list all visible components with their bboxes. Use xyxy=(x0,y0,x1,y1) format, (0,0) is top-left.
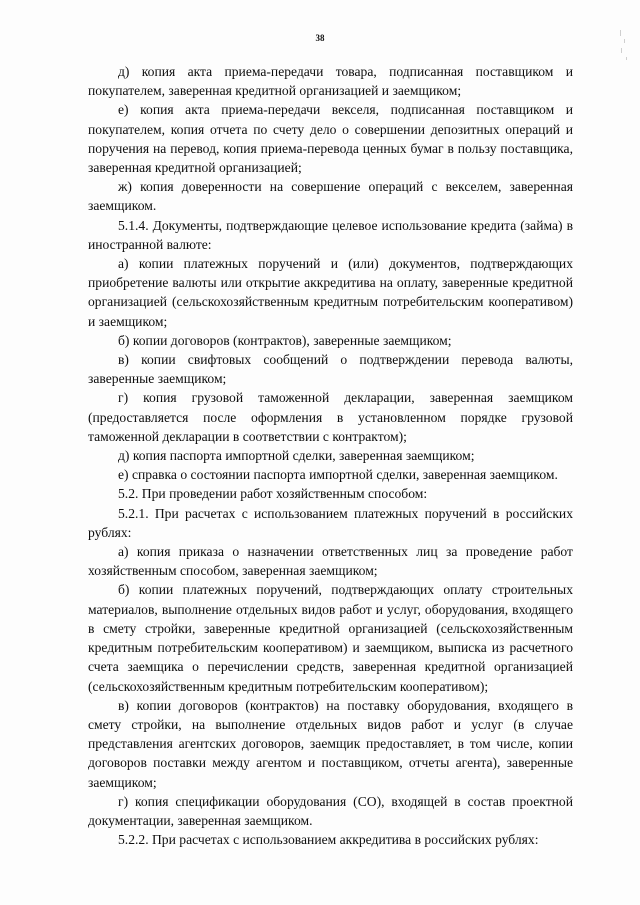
paragraph-5-1-3-d: д) копия акта приема-передачи товара, подписанная поставщиком и покупателем, заверенная кредитной организацией и заемщиком; xyxy=(88,64,573,99)
paragraph-5-1-3-zh: ж) копия доверенности на совершение операций с векселем, заверенная заемщиком. xyxy=(88,179,573,214)
paragraph-5-2-1-g: г) копия спецификации оборудования (СО), входящей в состав проектной документации, заверенная заемщиком. xyxy=(88,793,573,828)
paragraph-5-1-3-e: е) копия акта приема-передачи векселя, подписанная поставщиком и покупателем, копия отчета по счету дело о совершении депозитных операций и поручения на перевод, копия приема-перевода ценных бумаг в пользу поставщика, заверенная кредитной организацией; xyxy=(88,102,573,176)
paragraph-5-1-4-e: е) справка о состоянии паспорта импортной сделки, заверенная заемщиком. xyxy=(118,467,558,483)
paragraph-5-1-4-a: а) копии платежных поручений и (или) документов, подтверждающих приобретение валюты или открытие аккредитива на оплату, заверенные кредитной организацией (сельскохозяйственным кредитным потребительским кооперативом) и заемщиком; xyxy=(88,256,573,329)
paragraph-5-2-1-b: б) копии платежных поручений, подтверждающих оплату строительных материалов, выполнение отдельных видов работ и услуг, оборудования, входящего в смету стройки, заверенные кредитной организацией (сельскохозяйственным кредитным потребительским кооперативом) и заемщиком, выписка из расчетного счета заемщика о перечислении средств, заверенная кредитной организацией (сельскохозяйственным кредитным потребительским кооперативом); xyxy=(88,582,573,694)
paragraph-5-2-1-a: а) копия приказа о назначении ответственных лиц за проведение работ хозяйственным способом, заверенная заемщиком; xyxy=(88,544,573,579)
paragraph-5-1-4-v: в) копии свифтовых сообщений о подтверждении перевода валюты, заверенные заемщиком; xyxy=(88,352,573,387)
paragraph-5-1-4-d: д) копия паспорта импортной сделки, заверенная заемщиком; xyxy=(118,448,475,464)
page-number: 38 xyxy=(315,33,325,43)
paragraph-5-2-1-v: в) копии договоров (контрактов) на поставку оборудования, входящего в смету стройки, на выполнение отдельных видов работ и услуг (в случае представления агентских договоров, заемщик предоставляет, в том числе, копии договоров поставки между агентом и поставщиком, отчеты агента), заверенные заемщиком; xyxy=(88,697,573,790)
scan-artifact xyxy=(618,30,632,70)
section-5-2-1-heading: 5.2.1. При расчетах с использованием платежных поручений в российских рублях: xyxy=(88,505,573,540)
document-body xyxy=(88,62,573,849)
section-5-2-2-heading: 5.2.2. При расчетах с использованием аккредитива в российских рублях: xyxy=(118,832,539,848)
paragraph-5-1-4-g: г) копия грузовой таможенной декларации, заверенная заемщиком (предоставляется после оформления в установленном порядке грузовой таможенной декларации в соответствии с контрактом); xyxy=(88,390,573,444)
paragraph-5-1-4-b: б) копии договоров (контрактов), заверенные заемщиком; xyxy=(118,332,452,348)
section-5-1-4-heading: 5.1.4. Документы, подтверждающие целевое использование кредита (займа) в иностранной валюте: xyxy=(88,217,573,252)
section-5-2-heading: 5.2. При проведении работ хозяйственным способом: xyxy=(118,486,428,502)
